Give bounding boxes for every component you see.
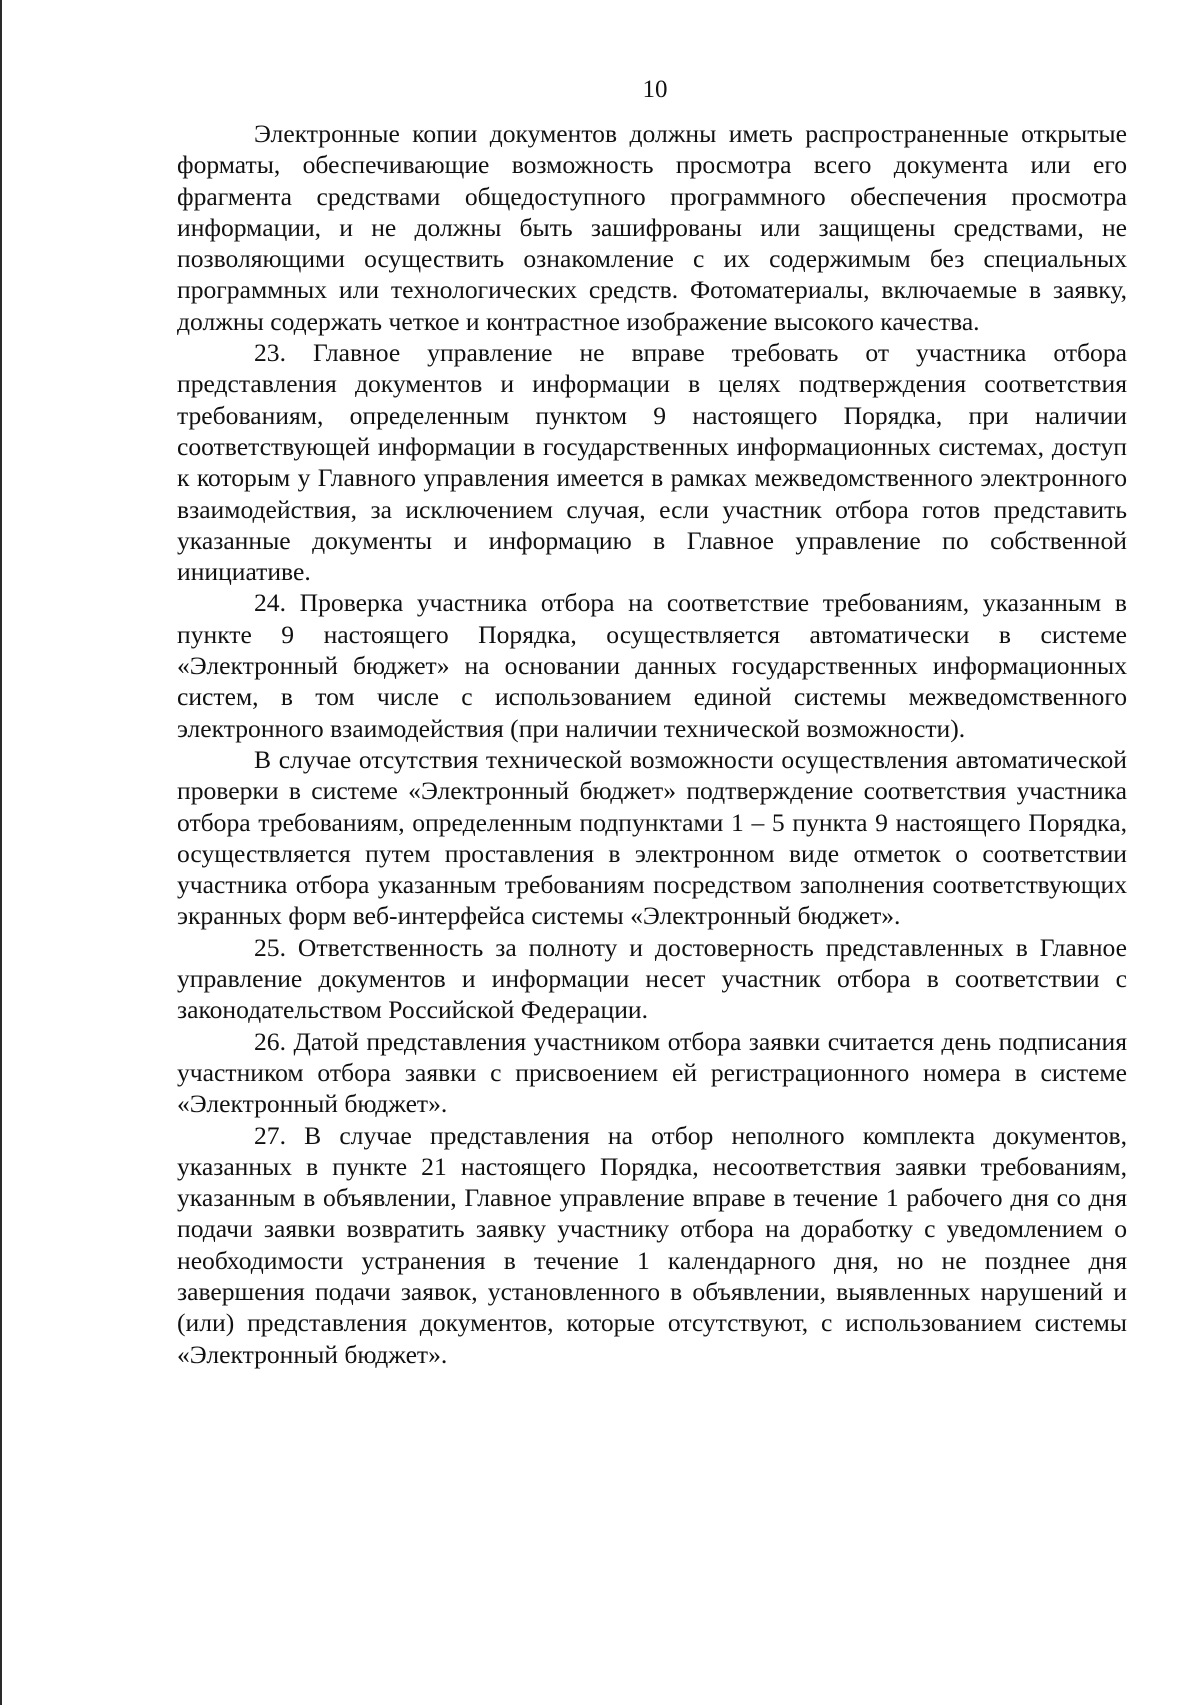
- scan-edge-line: [0, 0, 2, 1705]
- paragraph-23: 23. Главное управление не вправе требовать от участника отбора представления документов и информации в целях подтверждения соответствия требованиям, определенным пунктом 9 настоящего Порядка, при наличии соответствующей информации в государственных информационных системах, доступ к которым у Главного управления имеется в рамках межведомственного электронного взаимодействия, за исключением случая, если участник отбора готов представить указанные документы и информацию в Главное управление по собственной инициативе.: [177, 338, 1127, 587]
- document-body: [177, 118, 1127, 1370]
- page-number: 10: [642, 76, 668, 103]
- paragraph-25: 25. Ответственность за полноту и достоверность представленных в Главное управление документов и информации несет участник отбора в соответствии с законодательством Российской Федерации.: [177, 932, 1127, 1025]
- paragraph-electronic-copies: Электронные копии документов должны иметь распространенные открытые форматы, обеспечивающие возможность просмотра всего документа или его фрагмента средствами общедоступного программного обеспечения просмотра информации, и не должны быть зашифрованы или защищены средствами, не позволяющими осуществить ознакомление с их содержимым без специальных программных или технологических средств. Фотоматериалы, включаемые в заявку, должны содержать четкое и контрастное изображение высокого качества.: [177, 119, 1127, 336]
- paragraph-24-manual-check: В случае отсутствия технической возможности осуществления автоматической проверки в системе «Электронный бюджет» подтверждение соответствия участника отбора требованиям, определенным подпунктами 1 – 5 пункта 9 настоящего Порядка, осуществляется путем проставления в электронном виде отметок о соответствии участника отбора указанным требованиям посредством заполнения соответствующих экранных форм веб-интерфейса системы «Электронный бюджет».: [177, 744, 1127, 931]
- paragraph-27: 27. В случае представления на отбор неполного комплекта документов, указанных в пункте 21 настоящего Порядка, несоответствия заявки требованиям, указанным в объявлении, Главное управление вправе в течение 1 рабочего дня со дня подачи заявки возвратить заявку участнику отбора на доработку с уведомлением о необходимости устранения в течение 1 календарного дня, но не позднее дня завершения подачи заявок, установленного в объявлении, выявленных нарушений и (или) представления документов, которые отсутствуют, с использованием системы «Электронный бюджет».: [177, 1120, 1127, 1369]
- paragraph-24: 24. Проверка участника отбора на соответствие требованиям, указанным в пункте 9 настоящего Порядка, осуществляется автоматически в системе «Электронный бюджет» на основании данных государственных информационных систем, в том числе с использованием единой системы межведомственного электронного взаимодействия (при наличии технической возможности).: [177, 588, 1127, 743]
- paragraph-26: 26. Датой представления участником отбора заявки считается день подписания участником отбора заявки с присвоением ей регистрационного номера в системе «Электронный бюджет».: [177, 1026, 1127, 1119]
